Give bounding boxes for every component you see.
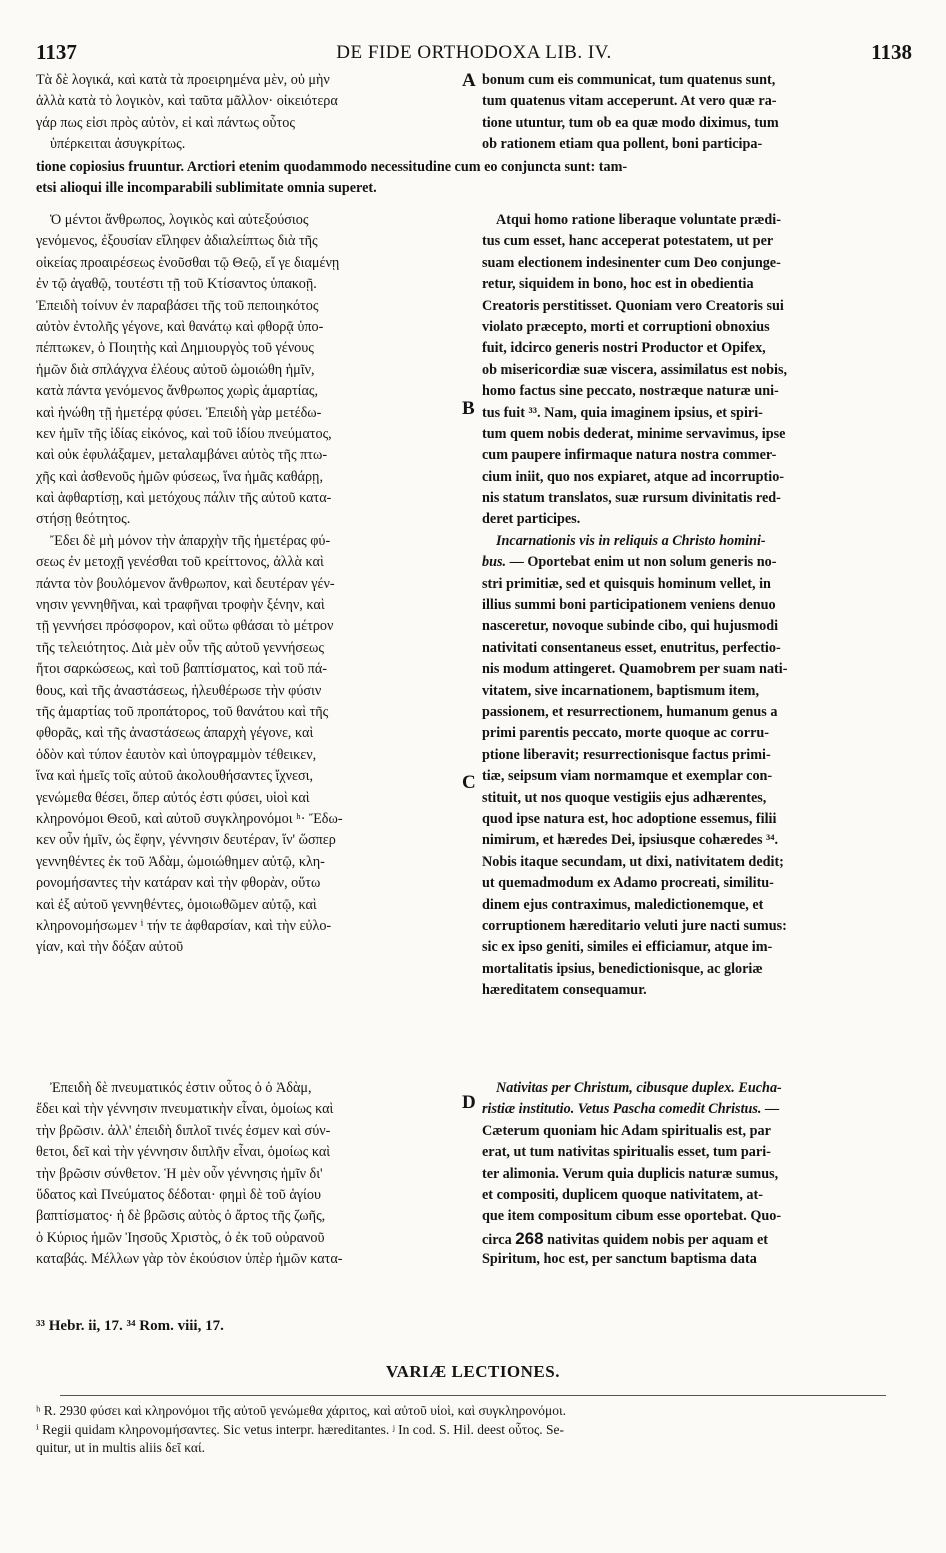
footnote: ³³ Hebr. ii, 17. ³⁴ Rom. viii, 17. [36,1318,224,1334]
greek-line: ἔδει καὶ τὴν γέννησιν πνευματικὴν εἶναι, ὁμοίως καὶ [36,1101,334,1118]
greek-line: Τὰ δὲ λογικά, καὶ κατὰ τὰ προειρημένα μὲν, οὐ μὴν [36,72,330,88]
greek-line: ὁδὸν καὶ τύπον ἑαυτὸν καὶ ὑπογραμμὸν τέθεικεν, [36,746,317,763]
greek-line: οἰκείας προαιρέσεως ἑνοῦσθαι τῷ Θεῷ, εἴ γε διαμένῃ [36,254,340,271]
latin-line: ter alimonia. Verum quia duplicis naturæ sumus, [482,1165,779,1182]
latin-sidenote-heading: ristiæ institutio. Vetus Pascha comedit Christus. — [482,1101,780,1118]
greek-line: ἵνα καὶ ἡμεῖς τοῖς αὐτοῦ ἀκολουθήσαντες ἴχνεσι, [36,768,313,785]
latin-line: ut quemadmodum ex Adamo procreati, similitu- [482,875,774,892]
greek-line: τῆς τελειότητος. Διὰ μὲν οὖν τῆς αὐτοῦ γεννήσεως [36,639,324,656]
greek-top-block [36,70,338,156]
greek-line: ρονομήσαντες τὴν κατάραν καὶ τὴν φθορὰν, οὕτω [36,875,321,892]
greek-line: θους, καὶ τῆς ἀναστάσεως, ἠλευθέρωσε τὴν φύσιν [36,682,322,699]
greek-line: κληρονόμοι Θεοῦ, καὶ αὐτοῦ συγκληρονόμοι ʰ· Ἔδω- [36,810,343,827]
full-line: tione copiosius fruuntur. Arctiori etenim quodammodo necessitudine cum eo conjuncta sunt: tam- [36,159,628,175]
greek-line: αὐτὸν ἐντολῆς γέγονε, καὶ θανάτῳ καὶ φθορᾷ ὑπο- [36,318,324,335]
greek-line: ὁ Κύριος ἡμῶν Ἰησοῦς Χριστὸς, ὁ ἐκ τοῦ οὐρανοῦ [36,1229,325,1246]
greek-line: Ἐπειδὴ τοίνυν ἐν παραβάσει τῆς τοῦ πεποιηκότος [36,297,319,314]
latin-line: tiæ, seipsum viam normamque et exemplar con- [482,768,773,785]
latin-line: nis statum translatos, suæ rursum divinitatis red- [482,490,781,507]
latin-line: primi parentis peccato, morte quoque ac corru- [482,725,769,742]
latin-line: stituit, ut nos quoque vestigiis ejus adhærentes, [482,789,767,806]
latin-line: nis modum attingeret. Quamobrem per suam nati- [482,661,788,678]
latin-line-with-column-number [482,1228,782,1249]
greek-line: στήσῃ θεότητος. [36,511,131,528]
latin-line: et compositi, duplicem quoque nativitatem, at- [482,1186,763,1203]
greek-line: νησιν γεννηθῆναι, καὶ τραφῆναι τροφὴν ξένην, καὶ [36,597,325,614]
latin-line: nativitati consentaneus esset, enutritus, perfectio- [482,639,781,656]
column-number: 268 [515,1228,544,1248]
greek-line: τὴν βρῶσιν. ἀλλ' ἐπειδὴ διπλοῖ τινές ἐσμεν καὶ σύν- [36,1122,331,1139]
latin-line: violato præcepto, morti et corruptioni obnoxius [482,318,770,335]
latin-line: tum quem nobis dederat, minime servavimus, ipse [482,425,786,442]
latin-line: fuit, idcirco generis nostri Productor et Opifex, [482,340,766,357]
latin-line: cium iniit, quo nos expiaret, atque ad incorruptio- [482,468,785,485]
latin-sidenote-heading: Incarnationis vis in reliquis a Christo homini- [496,532,766,549]
greek-block-1 [36,210,343,959]
page-number-right: 1138 [871,40,912,64]
greek-line: κληρονομήσωμεν ⁱ τήν τε ἀφθαρσίαν, καὶ τὴν εὐλο- [36,917,332,934]
greek-line: καὶ οὐκ ἐφυλάξαμεν, μεταλαμβάνει αὐτὸς τῆς πτω- [36,447,328,464]
latin-block-1 [482,210,787,1001]
greek-line: γενόμενος, ἐξουσίαν εἴληφεν ἀδιαλείπτως διὰ τῆς [36,233,318,250]
greek-line: καὶ ἡνώθη τῇ ἡμετέρᾳ φύσει. Ἐπειδὴ γὰρ μετέδω- [36,404,322,421]
latin-line: tus cum esset, hanc acceperat potestatem, ut per [482,233,774,250]
latin-line: quod ipse natura est, hoc adoptione essemus, filii [482,810,777,827]
full-width-text [36,157,627,200]
greek-line: ἡμῶν διὰ σπλάγχνα ἐλέους αὐτοῦ ὡμοιώθη ἡμῖν, [36,361,315,378]
latin-line: erat, ut tum nativitas spiritualis esset, tum pari- [482,1144,771,1161]
latin-line: Atqui homo ratione liberaque voluntate prædi- [496,212,781,228]
greek-line: γάρ πως εἰσι πρὸς αὐτὸν, εἰ καὶ πάντως οὗτος [36,114,295,131]
latin-line-pre: circa [482,1231,516,1248]
latin-line: cum paupere infirmaque natura nostra commer- [482,447,777,464]
latin-line-rest: — Oportebat enim ut non solum generis no- [506,554,777,571]
latin-line: corruptionem hæreditario veluti jure nacti sumus: [482,917,787,934]
greek-line: τῇ γεννήσει πρόσφορον, καὶ οὕτω φθάσαι τὸ μέτρον [36,618,334,635]
greek-line: γεννηθέντες ἐκ τοῦ Ἀδὰμ, ὡμοιώθημεν αὐτῷ, κλη- [36,853,325,870]
greek-line: Ἐπειδὴ δὲ πνευματικός ἐστιν οὗτος ὁ ὁ Ἀδὰμ, [50,1080,312,1096]
latin-line: Nobis itaque secundam, ut dixi, nativitatem dedit; [482,853,784,870]
margin-letter-a: A [462,70,476,91]
margin-letter-b: B [462,398,475,419]
greek-line: καταβάς. Μέλλων γὰρ τὸν ἑκούσιον ὑπὲρ ἡμῶν κατα- [36,1251,343,1268]
greek-line: γενώμεθα θέσει, ὅπερ αὐτός ἐστι φύσει, υἱοὶ καὶ [36,789,310,806]
variae-lectiones-title: VARIÆ LECTIONES. [386,1362,560,1381]
greek-line: ἀλλὰ κατὰ τὸ λογικὸν, καὶ ταῦτα μᾶλλον· οἰκειότερα [36,93,338,110]
page-header [36,40,912,66]
latin-line-mixed [482,552,787,573]
full-line: etsi alioqui ille incomparabili sublimitate omnia superet. [36,180,377,197]
latin-line: tione utuntur, tum ob ea quæ modo diximus, tum [482,114,779,131]
greek-line: θετοι, δεῖ καὶ τὴν γέννησιν διπλῆν εἶναι, ὁμοίως καὶ [36,1144,331,1161]
greek-line: ἤτοι σαρκώσεως, καὶ τοῦ βαπτίσματος, καὶ τοῦ πά- [36,661,327,678]
variant-line: quitur, ut in multis aliis δεῖ καί. [36,1440,206,1455]
latin-line: ptione liberavit; resurrectionisque factus primi- [482,746,771,763]
latin-line: ob rationem etiam qua pollent, boni participa- [482,136,763,153]
latin-line: tus fuit ³³. Nam, quia imaginem ipsius, et spiri- [482,404,763,421]
latin-line: mortalitatis ipsius, benedictionisque, ac gloriæ [482,960,763,977]
latin-sidenote-heading: Nativitas per Christum, cibusque duplex. Eucha- [496,1080,782,1096]
variant-line: ⁱ Regii quidam κληρονομήσαντες. Sic vetus interpr. hæreditantes. ʲ In cod. S. Hil. deest οὗτος. Se- [36,1421,565,1437]
greek-line: κατὰ πάντα γενόμενος ἄνθρωπος χωρὶς ἁμαρτίας, [36,383,319,400]
greek-line: καὶ ἐξ αὐτοῦ γεννηθέντες, ὁμοιωθῶμεν αὐτῷ, καὶ [36,896,317,913]
greek-line: φθορᾶς, καὶ τῆς ἀναστάσεως ἀπαρχὴ γέγονε, καὶ [36,725,314,742]
latin-line: passionem, et resurrectionem, humanum genus a [482,703,778,720]
latin-line: sic ex ipso geniti, similes ei efficiamur, atque im- [482,939,773,956]
latin-line: tum quatenus vitam acceperunt. At vero quæ ra- [482,93,777,110]
latin-sidenote-heading-end: bus. [482,554,507,571]
greek-block-2 [36,1078,343,1271]
latin-line: Creatoris perstitisset. Quoniam vero Creatoris sui [482,297,784,314]
greek-line: τὴν βρῶσιν σύνθετον. Ἡ μὲν οὖν γέννησις ἡμῖν δι' [36,1165,323,1182]
latin-line: nasceretur, novoque subinde cibo, qui hujusmodi [482,618,779,635]
latin-line: illius summi boni participationem veniens denuo [482,597,776,614]
latin-line: retur, siquidem in bono, hoc est in obedientia [482,276,754,293]
latin-line: stri primitiæ, sed et quisquis hominum vellet, in [482,575,771,592]
latin-line: bonum cum eis communicat, tum quatenus sunt, [482,72,776,88]
greek-line: καὶ ἀφθαρτίσῃ, καὶ μετόχους πάλιν τῆς αὐτοῦ κατα- [36,490,332,507]
greek-line: κεν οὖν ἡμῖν, ὡς ἔφην, γέννησιν δευτέραν, ἵν' ὥσπερ [36,832,336,849]
latin-line-post: nativitas quidem nobis per aquam et [543,1231,769,1248]
latin-line: homo factus sine peccato, nostræque naturæ uni- [482,383,779,400]
greek-line: γίαν, καὶ τὴν δόξαν αὐτοῦ [36,939,184,956]
running-title: DE FIDE ORTHODOXA LIB. IV. [336,42,612,63]
greek-line: κεν ἡμῖν τῆς ἰδίας εἰκόνος, καὶ τοῦ ἰδίου πνεύματος, [36,425,332,442]
page-number-left: 1137 [36,40,77,64]
variant-line: ʰ R. 2930 φύσει καὶ κληρονόμοι τῆς αὐτοῦ γενώμεθα χάριτος, καὶ αὐτοῦ υἱοὶ, καὶ συγκληρονόμοι. [36,1403,567,1418]
greek-line: πέπτωκεν, ὁ Ποιητὴς καὶ Δημιουργὸς τοῦ γένους [36,340,314,357]
greek-line: τῆς ἁμαρτίας τοῦ προπάτορος, τοῦ θανάτου καὶ τῆς [36,703,329,720]
greek-line: ὕδατος καὶ Πνεύματος δέδοται· φημὶ δὲ τοῦ ἁγίου [36,1186,321,1203]
latin-line: dinem ejus contraximus, maledictionemque, et [482,896,764,913]
latin-block-3 [482,1078,782,1271]
latin-line: ob misericordiæ suæ viscera, assimilatus est nobis, [482,361,788,378]
latin-top-block [482,70,779,156]
greek-line: ὑπέρκειται ἀσυγκρίτως. [50,136,186,153]
greek-line: σεως ἐν μετοχῇ γενέσθαι τοῦ κρείττονος, ἀλλὰ καὶ [36,554,324,571]
greek-line: βαπτίσματος· ἡ δὲ βρῶσις αὐτὸς ὁ ἄρτος τῆς ζωῆς, [36,1208,326,1225]
latin-line: deret participes. [482,511,581,528]
margin-letter-c: C [462,772,476,793]
greek-line: ἐν τῷ ἀγαθῷ, τουτέστι τῇ τοῦ Κτίσαντος ὑπακοῇ. [36,276,317,293]
margin-letter-d: D [462,1092,476,1113]
latin-line: Spiritum, hoc est, per sanctum baptisma data [482,1251,757,1268]
greek-line: Ὁ μέντοι ἄνθρωπος, λογικὸς καὶ αὐτεξούσιος [50,212,309,228]
latin-line: nimirum, et hæredes Dei, ipsiusque cohæredes ³⁴. [482,832,779,849]
variae-lectiones-block [36,1402,566,1458]
latin-line: vitatem, sive incarnationem, baptismum item, [482,682,760,699]
divider [60,1395,886,1396]
latin-line: Cæterum quoniam hic Adam spiritualis est, par [482,1122,771,1139]
latin-line: que item compositum cibum esse oportebat. Quo- [482,1208,782,1225]
greek-line: Ἔδει δὲ μὴ μόνον τὴν ἀπαρχὴν τῆς ἡμετέρας φύ- [50,532,331,549]
greek-line: πάντα τὸν βουλόμενον ἄνθρωπον, καὶ δευτέραν γέν- [36,575,335,592]
latin-line: hæreditatem consequamur. [482,982,647,999]
latin-line: suam electionem indesinenter cum Deo conjunge- [482,254,781,271]
greek-line: χῆς καὶ ἀσθενοῦς ἡμῶν φύσεως, ἵνα ἡμᾶς καθάρῃ, [36,468,323,485]
